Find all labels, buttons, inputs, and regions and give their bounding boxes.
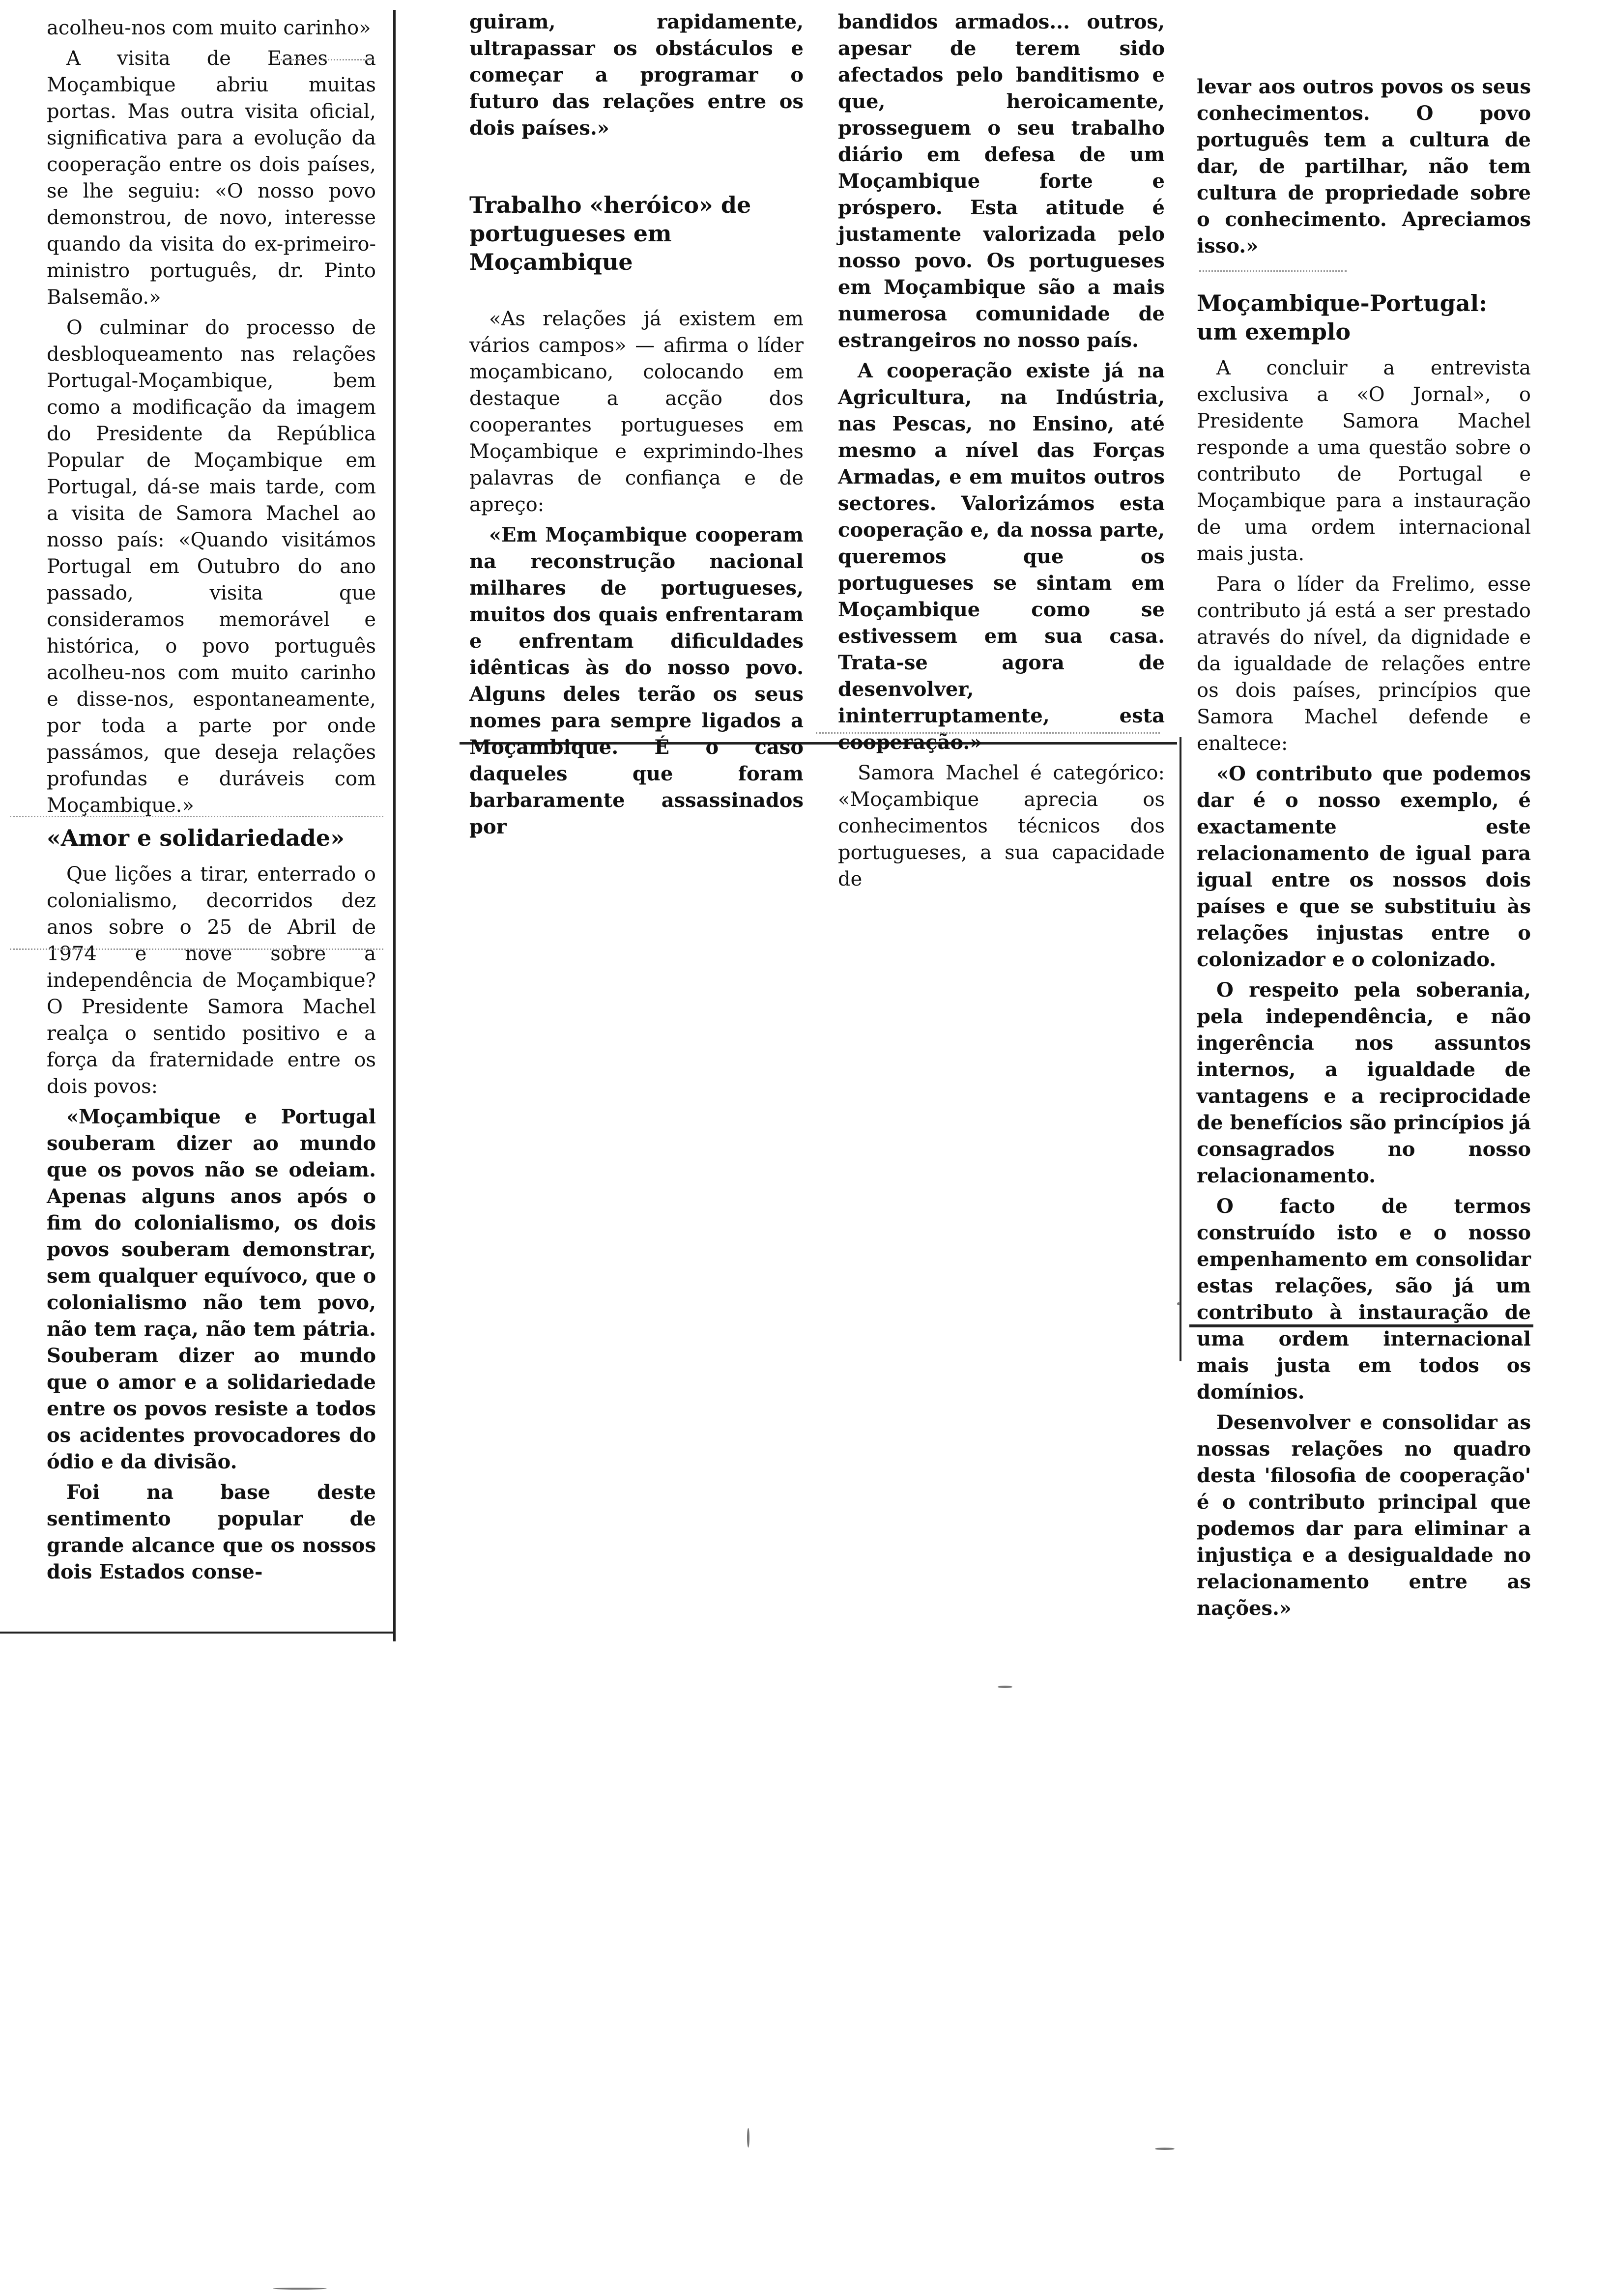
scan-speck [747,2128,749,2148]
scan-speck [998,1686,1012,1688]
scan-noise [10,948,383,950]
col4-heading: Moçambique-Portugal: um exemplo [1197,290,1488,345]
scan-noise [275,59,374,60]
col4-top-fragment: levar aos outros povos os seus conhecimentos. O povo português tem a cultura de dar, de partilhar, não tem cultura de propriedade sobre o conhecimento. Apreciamos isso.» [1197,75,1531,258]
col2-paragraph: «As relações já existem em vários campos» — afirma o líder moçambicano, colocando em destaque a acção dos cooperantes portugueses em Moçambique e exprimindo-lhes palavras de confiança e de apreço: [469,308,804,516]
col1-paragraph: Que lições a tirar, enterrado o colonialismo, decorridos dez anos sobre o 25 de Abril de 1974 e nove sobre a independência de Moçambique? O Presidente Samora Machel realça o sentido positivo e a força da fraternidade entre os dois povos: [47,863,376,1098]
col2-quote-paragraph: «Em Moçambique cooperam na reconstrução nacional milhares de portugueses, muitos dos quais enfrentaram e enfrentam dificuldades idênticas às do nosso povo. Alguns deles terão os seus nomes para sempre ligados a Moçambique. É o caso daqueles que foram barbaramente assassinados por [469,523,804,838]
bottom-rule-1 [0,1632,396,1634]
col1-heading: «Amor e solidariedade» [47,825,345,851]
column-2 [469,9,804,844]
col1-paragraph: O culminar do processo de desbloqueamento nas relações Portugal-Moçambique, bem como a modificação da imagem do Presidente da República Popular de Moçambique em Portugal, dá-se mais tarde, com a visita de Samora Machel ao nosso país: «Quando visitámos Portugal em Outubro do ano passado, visita que consideramos memorável e histórica, o povo português acolheu-nos com muito carinho e disse-nos, espontaneamente, por toda a parte por onde passámos, que deseja relações profundas e duráveis com Moçambique.» [47,316,376,817]
column-rule-1 [393,10,396,1641]
col3-paragraph: A cooperação existe já na Agricultura, na Indústria, nas Pescas, no Ensino, até mesmo a nível das Forças Armadas, e em muitos outros sectores. Valorizámos esta cooperação e, da nossa parte, queremos que os portugueses se sintam em Moçambique como se estivessem em sua casa. Trata-se agora de desenvolver, ininterruptamente, esta cooperação.» [838,359,1165,754]
column-4 [1197,74,1531,1626]
scan-speck [1155,2148,1175,2150]
col4-quote-paragraph: O respeito pela soberania, pela independência, e não ingerência nos assuntos internos, a igualdade de vantagens e a reciprocidade de benefícios são princípios já consagrados no nosso relacionamento. [1197,978,1531,1187]
scan-noise [816,732,1160,734]
scan-speck [1177,1302,1180,1305]
col3-top-fragment: bandidos armados... outros, apesar de terem sido afectados pelo banditismo e que, heroicamente, prosseguem o seu trabalho diário em defesa de um Moçambique forte e próspero. Esta atitude é justamente valorizada pelo nosso povo. Os portugueses em Moçambique são a mais numerosa comunidade de estrangeiros no nosso país. [838,10,1165,352]
col1-paragraph: A visita de Eanes a Moçambique abriu muitas portas. Mas outra visita oficial, significativa para a evolução da cooperação entre os dois países, se lhe seguiu: «O nosso povo demonstrou, de novo, interesse quando da visita do ex-primeiro-ministro português, dr. Pinto Balsemão.» [47,47,376,309]
col2-top-fragment: guiram, rapidamente, ultrapassar os obstáculos e começar a programar o futuro das relações entre os dois países.» [469,10,804,140]
column-rule-4-left [1180,737,1181,1361]
scan-speck [273,2288,327,2290]
scan-noise [10,816,383,817]
col1-quote-paragraph: «Moçambique e Portugal souberam dizer ao mundo que os povos não se odeiam. Apenas alguns anos após o fim do colonialismo, os dois povos souberam demonstrar, sem qualquer equívoco, que o colonialismo não tem povo, não tem raça, não tem pátria. Souberam dizer ao mundo que o amor e a solidariedade entre os povos resiste a todos os acidentes provocadores do ódio e da divisão. [47,1105,376,1473]
col1-top-fragment: acolheu-nos com muito carinho» [47,17,371,39]
col4-paragraph: A concluir a entrevista exclusiva a «O Jornal», o Presidente Samora Machel responde a uma questão sobre o contributo de Portugal e Moçambique para a instauração de uma ordem internacional mais justa. [1197,357,1531,565]
col4-quote-paragraph: Desenvolver e consolidar as nossas relações no quadro desta 'filosofia de cooperação' é o contributo principal que podemos dar para eliminar a injustiça e a desigualdade no relacionamento entre as nações.» [1197,1411,1531,1620]
col4-quote-paragraph: «O contributo que podemos dar é o nosso exemplo, é exactamente este relacionamento de igual para igual entre os nossos dois países e que se substituiu às relações injustas entre o colonizador e o colonizado. [1197,762,1531,971]
col3-paragraph: Samora Machel é categórico: «Moçambique aprecia os conhecimentos técnicos dos portugueses, a sua capacidade de [838,762,1165,890]
col4-quote-paragraph: O facto de termos construído isto e o nosso empenhamento em consolidar estas relações, são já um contributo à instauração de uma ordem internacional mais justa em todos os domínios. [1197,1195,1531,1404]
col2-heading: Trabalho «heróico» de portugueses em Moçambique [469,192,751,275]
col1-paragraph: Foi na base deste sentimento popular de grande alcance que os nossos dois Estados conse- [47,1481,376,1583]
column-3 [838,9,1165,896]
scan-noise [1199,270,1347,272]
col4-paragraph: Para o líder da Frelimo, esse contributo já está a ser prestado através do nível, da dignidade e da igualdade de relações entre os dois países, princípios que Samora Machel defende e enaltece: [1197,573,1531,755]
column-1 [47,15,376,1589]
